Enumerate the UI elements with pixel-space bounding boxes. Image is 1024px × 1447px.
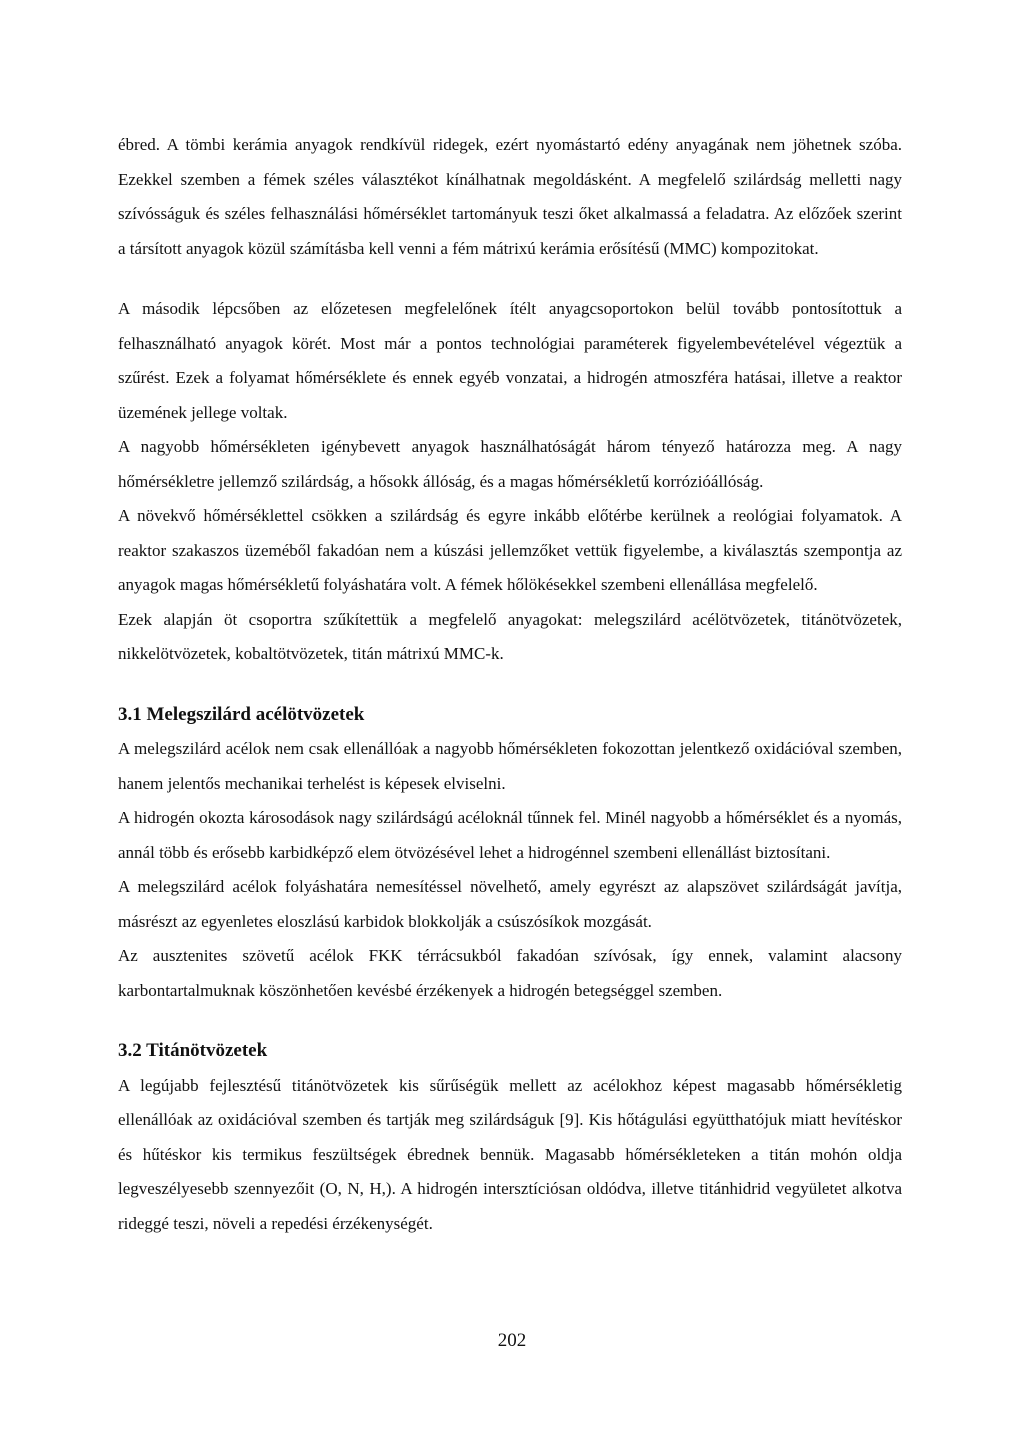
body-paragraph: A legújabb fejlesztésű titánötvözetek kis sűrűségük mellett az acélokhoz képest magasabb hőmérsékletig ellenállóak az oxidációval szemben és tartják meg szilárdságuk [9]. Kis hőtágulási együtthatójuk miatt hevítéskor és hűtéskor kis termikus feszültségek ébrednek bennük. Magasabb hőmérsékleteken a titán mohón oldja legveszélyesebb szennyezőit (O, N, H,). A hidrogén intersztíciósan oldódva, illetve titánhidrid vegyületet alkotva rideggé teszi, növeli a repedési érzékenységét. — [118, 1075, 902, 1233]
body-paragraph: A melegszilárd acélok folyáshatára nemesítéssel növelhető, amely egyrészt az alapszövet szilárdságát javítja, másrészt az egyenletes eloszlású karbidok blokkolják a csúszósíkok mozgását. — [118, 877, 902, 931]
body-paragraph: Ezek alapján öt csoportra szűkítettük a megfelelő anyagokat: melegszilárd acélötvözetek, titánötvözetek, nikkelötvözetek, kobaltötvözetek, titán mátrixú MMC-k. — [118, 609, 902, 663]
body-paragraph: ébred. A tömbi kerámia anyagok rendkívül ridegek, ezért nyomástartó edény anyagának nem jöhetnek szóba. Ezekkel szemben a fémek széles választékot kínálhatnak megoldásként. A megfelelő szilárdság melletti nagy szívósságuk és széles felhasználási hőmérséklet tartományuk teszi őket alkalmassá a feladatra. Az előzőek szerint a társított anyagok közül számításba kell venni a fém mátrixú kerámia erősítésű (MMC) kompozitokat. — [118, 135, 902, 258]
page-number: 202 — [497, 1330, 527, 1351]
body-paragraph: A hidrogén okozta károsodások nagy szilárdságú acéloknál tűnnek fel. Minél nagyobb a hőmérséklet és a nyomás, annál több és erősebb karbidképző elem ötvözésével lehet a hidrogénnel szembeni ellenállást biztosítani. — [118, 808, 902, 862]
body-paragraph: Az ausztenites szövetű acélok FKK térrácsukból fakadóan szívósak, így ennek, valamint alacsony karbontartalmuknak köszönhetően kevésbé érzékenyek a hidrogén betegséggel szemben. — [118, 946, 902, 1000]
section-heading-3-2: 3.2 Titánötvözetek — [118, 1040, 268, 1061]
document-page — [118, 128, 902, 1241]
body-paragraph: A nagyobb hőmérsékleten igénybevett anyagok használhatóságát három tényező határozza meg. A nagy hőmérsékletre jellemző szilárdság, a hősokk állóság, és a magas hőmérsékletű korrózióállóság. — [118, 437, 902, 491]
body-paragraph: A melegszilárd acélok nem csak ellenállóak a nagyobb hőmérsékleten fokozottan jelentkező oxidációval szemben, hanem jelentős mechanikai terhelést is képesek elviselni. — [118, 739, 902, 793]
body-paragraph: A növekvő hőmérséklettel csökken a szilárdság és egyre inkább előtérbe kerülnek a reológiai folyamatok. A reaktor szakaszos üzeméből fakadóan nem a kúszási jellemzőket vettük figyelembe, a kiválasztás szempontja az anyagok magas hőmérsékletű folyáshatára volt. A fémek hőlökésekkel szembeni ellenállása megfelelő. — [118, 506, 902, 594]
body-paragraph: A második lépcsőben az előzetesen megfelelőnek ítélt anyagcsoportokon belül tovább pontosítottuk a felhasználható anyagok körét. Most már a pontos technológiai paraméterek figyelembevételével végeztük a szűrést. Ezek a folyamat hőmérséklete és ennek egyéb vonzatai, a hidrogén atmoszféra hatásai, illetve a reaktor üzemének jellege voltak. — [118, 299, 902, 422]
section-heading-3-1: 3.1 Melegszilárd acélötvözetek — [118, 703, 365, 725]
